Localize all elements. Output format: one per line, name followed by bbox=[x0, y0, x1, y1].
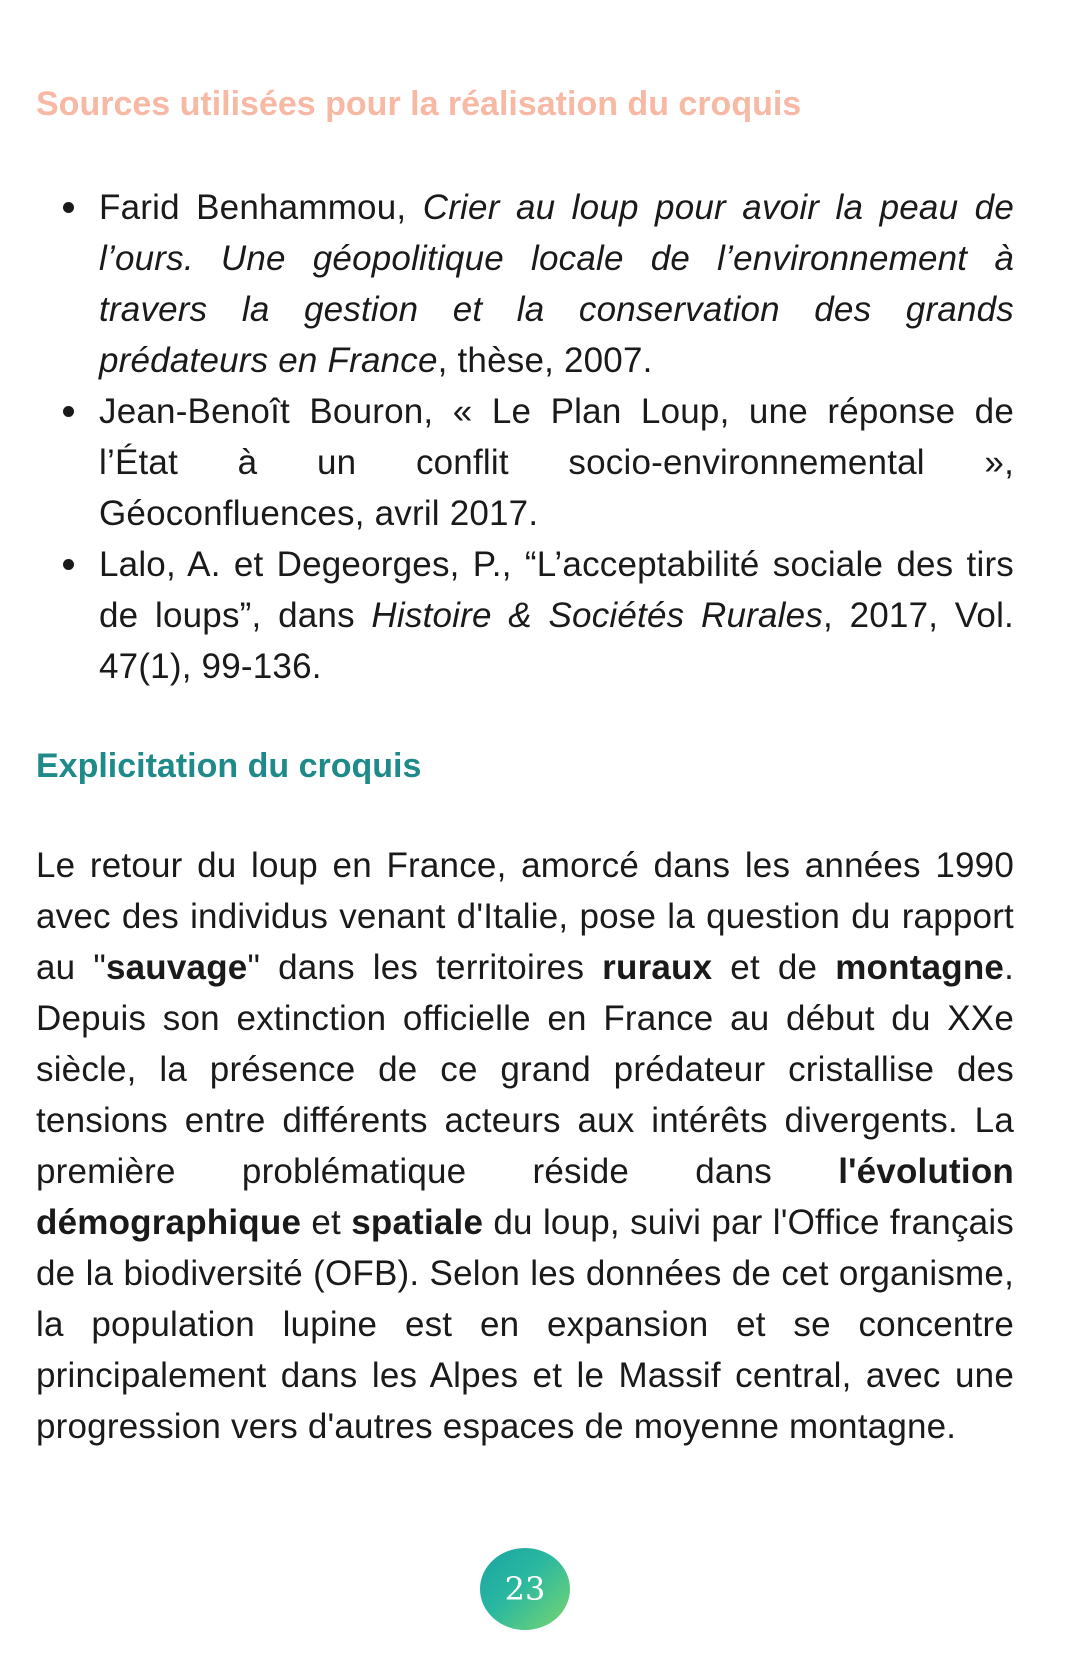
keyword-spatiale: spatiale bbox=[351, 1203, 484, 1242]
paragraph-text: du loup, suivi par l'Office français de la biodiversité (OFB). Selon les données de cet organisme, la population lupine est en expansion et se concentre principalement dans les Alpes et le Massif central, avec une progression vers d'autres espaces de moyenne montagne. bbox=[36, 1203, 1014, 1446]
explicitation-heading: Explicitation du croquis bbox=[36, 747, 422, 785]
paragraph-text: et de bbox=[712, 948, 836, 987]
keyword-sauvage: sauvage bbox=[105, 948, 248, 987]
sources-list bbox=[36, 182, 1014, 692]
source-text: Farid Benhammou, bbox=[99, 188, 423, 227]
page-number-badge bbox=[480, 1548, 570, 1630]
bullet-icon bbox=[63, 406, 74, 417]
source-title: Histoire & Sociétés Rurales bbox=[371, 596, 823, 635]
source-item-bouron bbox=[36, 386, 1014, 539]
source-title: Crier au loup pour avoir la peau de l’ours. Une géopolitique locale de l’environnement à travers la gestion et la conservation des grands prédateurs en France bbox=[99, 188, 1014, 380]
source-details: , 2017, Vol. 47(1), 99-136. bbox=[99, 596, 1014, 686]
bullet-icon bbox=[63, 559, 74, 570]
sources-heading: Sources utilisées pour la réalisation du croquis bbox=[36, 85, 802, 123]
paragraph-text: . Depuis son extinction officielle en France au début du XXe siècle, la présence de ce grand prédateur cristallise des tensions entre différents acteurs aux intérêts divergents. La première problématique réside dans bbox=[36, 948, 1014, 1191]
keyword-evolution-demographique: l'évolution démographique bbox=[36, 1152, 1014, 1242]
source-item-lalo-degeorges bbox=[36, 539, 1014, 692]
paragraph-text: " dans les territoires bbox=[247, 948, 603, 987]
keyword-montagne: montagne bbox=[835, 948, 1005, 987]
paragraph-text: et bbox=[301, 1203, 352, 1242]
bullet-icon bbox=[63, 202, 74, 213]
paragraph-text: Le retour du loup en France, amorcé dans les années 1990 avec des individus venant d'Italie, pose la question du rapport au " bbox=[36, 846, 1014, 987]
source-item-benhammou bbox=[36, 182, 1014, 386]
source-text: Lalo, A. et Degeorges, P., “L’acceptabilité sociale des tirs de loups”, dans bbox=[99, 545, 1014, 635]
explicitation-paragraph bbox=[36, 840, 1014, 1452]
source-details: , thèse, 2007. bbox=[437, 341, 653, 380]
keyword-ruraux: ruraux bbox=[602, 948, 713, 987]
source-text: Jean-Benoît Bouron, « Le Plan Loup, une réponse de l’État à un conflit socio-environnemental », Géoconfluences, avril 2017. bbox=[99, 392, 1014, 533]
page-number: 23 bbox=[504, 1570, 546, 1608]
